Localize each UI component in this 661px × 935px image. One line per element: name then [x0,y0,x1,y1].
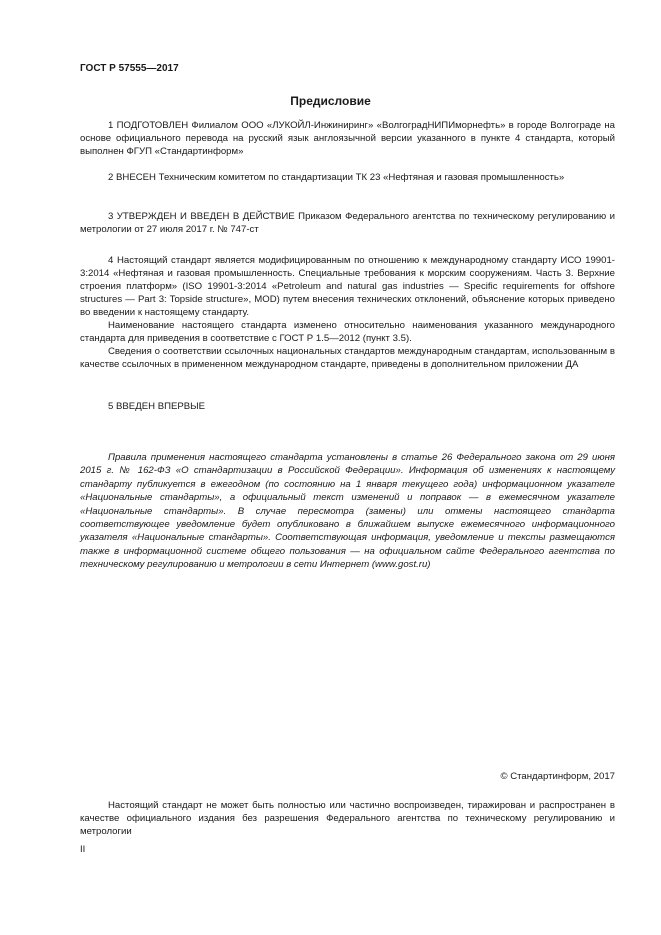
item-3-text: 3 УТВЕРЖДЕН И ВВЕДЕН В ДЕЙСТВИЕ Приказом Федерального агентства по техническому регулированию и метрологии от 27 июля 2017 г. № 747-ст [80,211,615,235]
foreword-item-5 [80,400,615,413]
page-number: II [80,844,86,855]
item-2-text: 2 ВНЕСЕН Техническим комитетом по стандартизации ТК 23 «Нефтяная и газовая промышленность» [108,172,565,183]
item-4-paragraph-1: 4 Настоящий стандарт является модифицированным по отношению к международному стандарту ИСО 19901-3:2014 «Нефтяная и газовая промышленность. Специальные требования к морским сооружениям. Часть 3. Верхние строения платформ» (ISO 19901-3:2014 «Petroleum and natural gas industries — Specific requirements for offshore structures — Part 3: Topside structure», MOD) путем внесения технических отклонений, объяснение которых приведено во введении к настоящему стандарту. [80,255,615,318]
copyright-notice: © Стандартинформ, 2017 [500,771,615,782]
foreword-item-3 [80,210,615,236]
application-rules-note: Правила применения настоящего стандарта установлены в статье 26 Федерального закона от 29 июня 2015 г. № 162-ФЗ «О стандартизации в Российской Федерации». Информация об изменениях к настоящему стандарту публикуется в ежегодном (по состоянию на 1 января текущего года) информационном указателе «Национальные стандарты», а официальный текст изменений и поправок — в ежемесячном указателе «Национальные стандарты». В случае пересмотра (замены) или отмены настоящего стандарта соответствующее уведомление будет опубликовано в ближайшем выпуске ежемесячного информационного указателя «Национальные стандарты». Соответствующая информация, уведомление и тексты размещаются также в информационной системе общего пользования — на официальном сайте Федерального агентства по техническому регулированию и метрологии в сети Интернет (www.gost.ru) [80,452,615,571]
item-1-text: 1 ПОДГОТОВЛЕН Филиалом ООО «ЛУКОЙЛ-Инжиниринг» «ВолгоградНИПИморнефть» в городе Волгограде на основе официального перевода на русский язык англоязычной версии указанного в пункте 4 стандарта, который выполнен ФГУП «Стандартинформ» [80,120,615,157]
reproduction-notice: Настоящий стандарт не может быть полностью или частично воспроизведен, тиражирован и распространен в качестве официального издания без разрешения Федерального агентства по техническому регулированию и метрологии [80,800,615,837]
item-4-paragraph-3: Сведения о соответствии ссылочных национальных стандартов международным стандартам, использованным в качестве ссылочных в примененном международном стандарте, приведены в дополнительном приложении ДА [80,346,615,370]
foreword-item-2 [80,171,615,184]
foreword-item-1 [80,119,615,158]
document-id-header: ГОСТ Р 57555—2017 [80,63,179,74]
item-5-text: 5 ВВЕДЕН ВПЕРВЫЕ [108,401,206,412]
page-title: Предисловие [290,94,371,108]
item-4-paragraph-2: Наименование настоящего стандарта изменено относительно наименования указанного международного стандарта для приведения в соответствие с ГОСТ Р 1.5—2012 (пункт 3.5). [80,320,615,344]
foreword-item-4 [80,254,615,371]
